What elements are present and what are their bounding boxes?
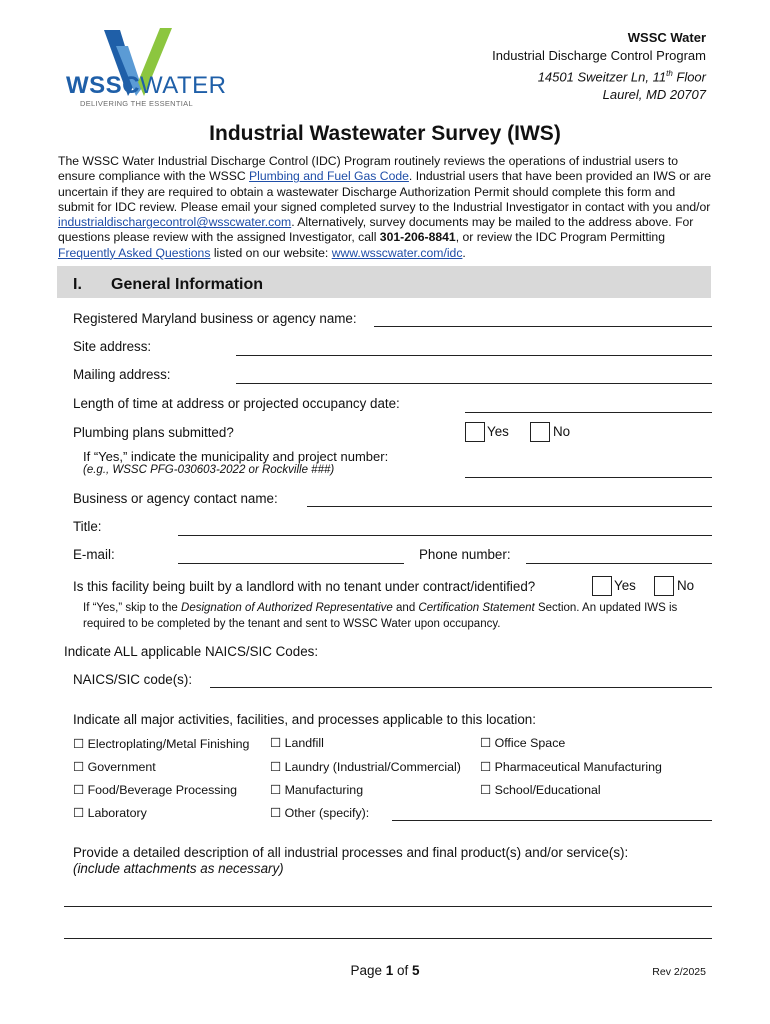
logo-word-light: WATER [140, 72, 227, 99]
site-address-label: Site address: [73, 339, 152, 354]
landlord-label: Is this facility being built by a landlord with no tenant under contract/identified? [73, 579, 536, 594]
landlord-no-label: No [677, 578, 695, 593]
phone-label: Phone number: [419, 547, 511, 562]
section-number: I. [73, 276, 82, 293]
revision-date: Rev 2/2025 [652, 966, 706, 978]
activity-option[interactable]: ☐ Government [73, 760, 156, 774]
email-label: E-mail: [73, 547, 115, 562]
plumbing-yes-checkbox[interactable] [465, 422, 485, 442]
plumbing-no-label: No [553, 424, 571, 439]
plumbing-code-link[interactable]: Plumbing and Fuel Gas Code [249, 169, 409, 184]
description-line[interactable] [64, 938, 712, 939]
activity-option[interactable]: ☐ Pharmaceutical Manufacturing [480, 760, 662, 774]
org-name: WSSC Water [627, 30, 706, 45]
org-address-block [492, 29, 706, 104]
faq-link[interactable]: Frequently Asked Questions [58, 245, 211, 260]
description-heading: Provide a detailed description of all industrial processes and final product(s) and/or service(s): [73, 845, 629, 860]
business-name-label: Registered Maryland business or agency name: [73, 311, 357, 326]
other-specify-field[interactable] [392, 820, 712, 821]
municipality-field[interactable] [465, 477, 712, 478]
landlord-yes-checkbox[interactable] [592, 576, 612, 596]
plumbing-no-checkbox[interactable] [530, 422, 550, 442]
intro-paragraph: The WSSC Water Industrial Discharge Control (IDC) Program routinely reviews the operations of industrial users to ensure compliance with the WSSC Plumbing and Fuel Gas Code. Industrial users that have been provided an IWS or are uncertain if they are required to obtain a wastewater Discharge Authorization Permit should complete this form and submit for IDC review. Please email your signed completed survey to the Industrial Investigator in contact with you and/or industrialdischargecontrol@wsscwater.com. Alternatively, survey documents may be mailed to the address above. For questions please review with the assigned Investigator, call 301-206-8841, or review the IDC Program Permitting Frequently Asked Questions listed on our website: www.wsscwater.com/idc. [58, 154, 712, 260]
description-line[interactable] [64, 906, 712, 907]
description-note: (include attachments as necessary) [73, 861, 284, 876]
activity-option[interactable]: ☐ Manufacturing [270, 783, 364, 797]
contact-name-label: Business or agency contact name: [73, 491, 278, 506]
title-label: Title: [73, 519, 102, 534]
activity-option[interactable]: ☐ Electroplating/Metal Finishing [73, 737, 250, 751]
time-at-address-field[interactable] [465, 412, 712, 413]
activity-option[interactable]: ☐ Landfill [270, 736, 324, 750]
time-at-address-label: Length of time at address or projected occupancy date: [73, 396, 400, 411]
title-field[interactable] [178, 535, 712, 536]
municipality-example: (e.g., WSSC PFG-030603-2022 or Rockville ###) [83, 464, 335, 476]
site-address-field[interactable] [236, 355, 712, 356]
phone-number: 301-206-8841 [379, 230, 456, 245]
page-title: Industrial Wastewater Survey (IWS) [209, 122, 561, 145]
program-name: Industrial Discharge Control Program [492, 48, 706, 63]
website-link[interactable]: www.wsscwater.com/idc [331, 245, 463, 260]
email-field[interactable] [178, 563, 404, 564]
phone-field[interactable] [526, 563, 712, 564]
activities-heading: Indicate all major activities, facilities, and processes applicable to this location: [73, 712, 536, 727]
activity-option[interactable]: ☐ Laundry (Industrial/Commercial) [270, 760, 461, 774]
plumbing-yes-label: Yes [487, 424, 509, 439]
logo-word-bold: WSSC [66, 72, 140, 99]
activity-option[interactable]: ☐ School/Educational [480, 783, 601, 797]
mailing-address-field[interactable] [236, 383, 712, 384]
business-name-field[interactable] [374, 326, 712, 327]
naics-heading: Indicate ALL applicable NAICS/SIC Codes: [64, 644, 319, 659]
email-link[interactable]: industrialdischargecontrol@wsscwater.com [58, 215, 292, 230]
plumbing-plans-label: Plumbing plans submitted? [73, 425, 234, 440]
mailing-address-label: Mailing address: [73, 367, 171, 382]
landlord-note: If “Yes,” skip to the Designation of Authorized Representative and Certification Statement Section. An updated IWS is required to be completed by the tenant and sent to WSSC Water upon occupancy. [83, 602, 678, 630]
page-number: Page 1 of 5 [350, 963, 420, 978]
landlord-yes-label: Yes [614, 578, 636, 593]
city-address: Laurel, MD 20707 [602, 87, 706, 103]
naics-codes-label: NAICS/SIC code(s): [73, 672, 193, 687]
landlord-no-checkbox[interactable] [654, 576, 674, 596]
naics-codes-field[interactable] [210, 687, 712, 688]
municipality-label: If “Yes,” indicate the municipality and project number: [83, 449, 389, 464]
logo-tagline: DELIVERING THE ESSENTIAL [80, 99, 193, 108]
logo-wordmark [66, 72, 227, 100]
contact-name-field[interactable] [307, 506, 712, 507]
activity-option[interactable]: ☐ Laboratory [73, 806, 147, 820]
activity-option[interactable]: ☐ Food/Beverage Processing [73, 783, 238, 797]
activity-option[interactable]: ☐ Office Space [480, 736, 566, 750]
activity-option[interactable]: ☐ Other (specify): [270, 806, 370, 820]
street-address: 14501 Sweitzer Ln, 11th Floor [537, 69, 706, 85]
section-title: General Information [111, 276, 264, 293]
